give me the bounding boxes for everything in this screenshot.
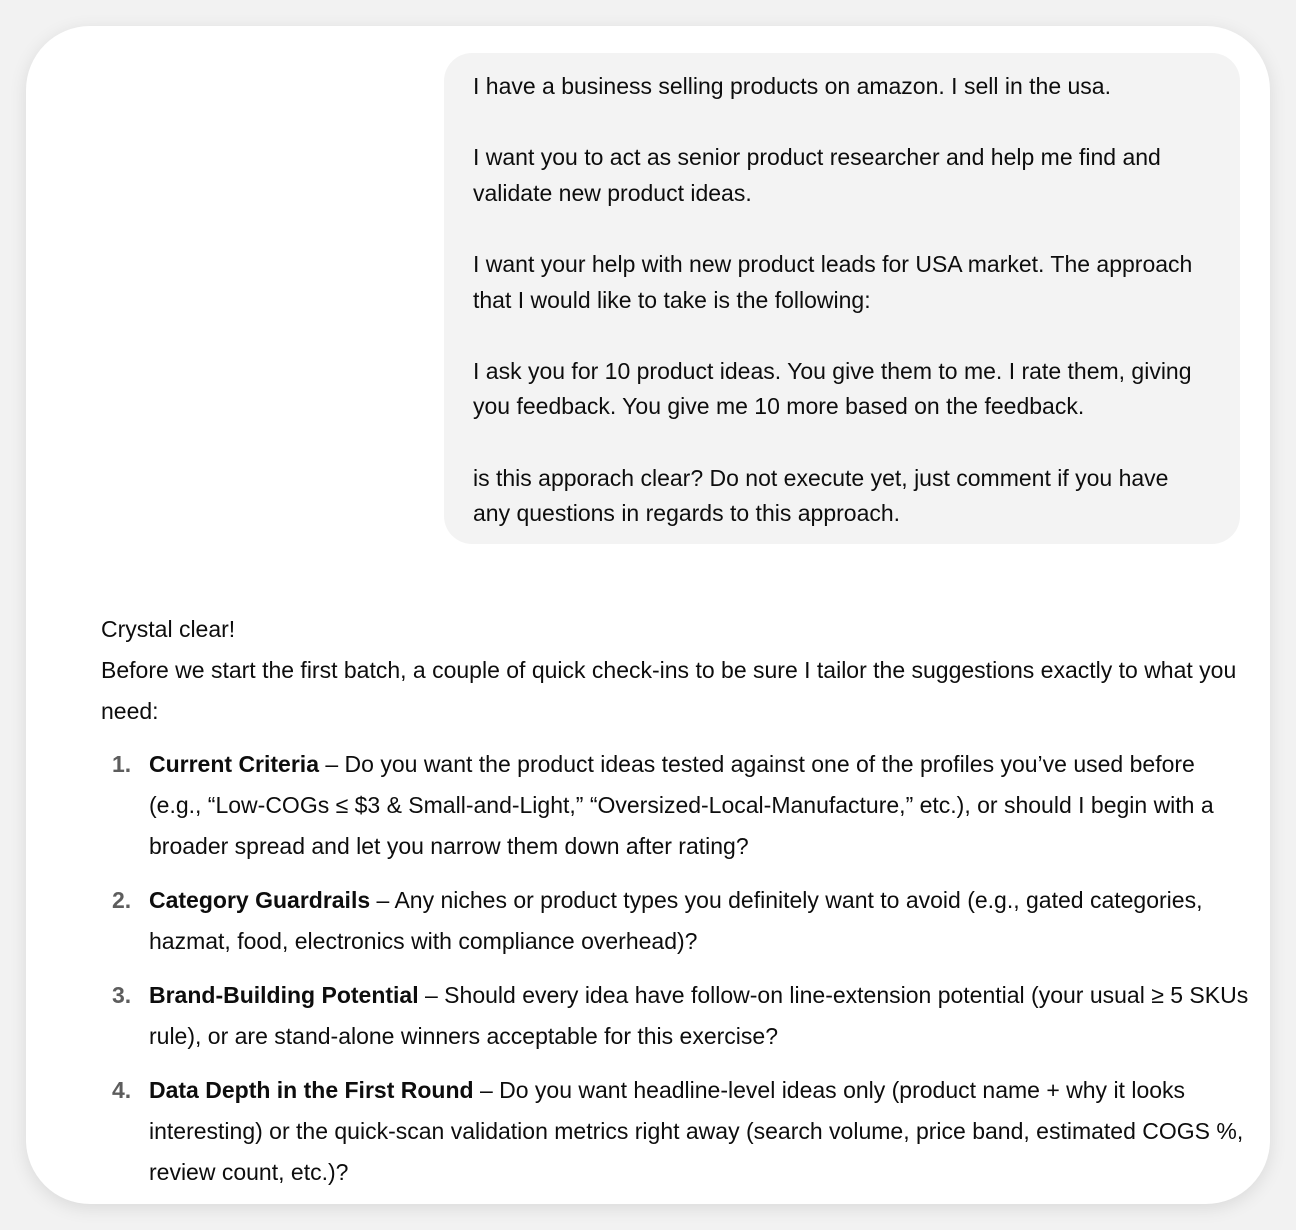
list-item-title: Data Depth in the First Round [149, 1077, 474, 1103]
user-message-paragraph: I have a business selling products on amazon. I sell in the usa. [473, 73, 1111, 99]
list-item-title: Category Guardrails [149, 887, 371, 913]
list-item-text: – Do you want headline-level ideas only (product name + why it looks interesting) or the quick-scan validation metrics right away (search volume, price band, estimated COGS %, review count, etc.)? [149, 1077, 1244, 1185]
user-message-paragraph: I want you to act as senior product researcher and help me find and validate new product ideas. [473, 144, 1161, 206]
check-in-list [101, 744, 1251, 1193]
list-item-text: – Should every idea have follow-on line-extension potential (your usual ≥ 5 SKUs rule), or are stand-alone winners acceptable for this exercise? [149, 982, 1249, 1049]
chat-card [26, 26, 1270, 1204]
assistant-intro-paragraph: Before we start the first batch, a couple of quick check-ins to be sure I tailor the suggestions exactly to what you need: [101, 657, 1237, 724]
list-item-title: Current Criteria [149, 751, 319, 777]
list-item-text: – Do you want the product ideas tested against one of the profiles you’ve used before (e.g., “Low-COGs ≤ $3 & Small-and-Light,” “Oversized-Local-Manufacture,” etc.), or should I begin with a broader spread and let you narrow them down after rating? [149, 751, 1214, 859]
list-item [101, 1070, 1251, 1193]
list-item-text: – Any niches or product types you definitely want to avoid (e.g., gated categories, hazmat, food, electronics with compliance overhead)? [149, 887, 1203, 954]
user-message-paragraph: I want your help with new product leads for USA market. The approach that I would like to take is the following: [473, 250, 1193, 313]
list-item-number: 2. [112, 887, 132, 913]
list-item-number: 1. [112, 751, 132, 777]
list-item-number: 3. [112, 982, 132, 1008]
list-item [101, 744, 1251, 867]
list-item [101, 880, 1251, 962]
list-item-number: 4. [112, 1077, 132, 1103]
list-item-title: Brand-Building Potential [149, 982, 419, 1008]
user-message-bubble [444, 53, 1240, 544]
assistant-message [101, 609, 1251, 1204]
list-item [101, 975, 1251, 1057]
assistant-intro-line: Crystal clear! [101, 616, 236, 642]
user-message-paragraph: is this apporach clear? Do not execute yet, just comment if you have any questions in regards to this approach. [473, 464, 1169, 527]
user-message-paragraph: I ask you for 10 product ideas. You give them to me. I rate them, giving you feedback. You give me 10 more based on the feedback. [473, 357, 1192, 420]
